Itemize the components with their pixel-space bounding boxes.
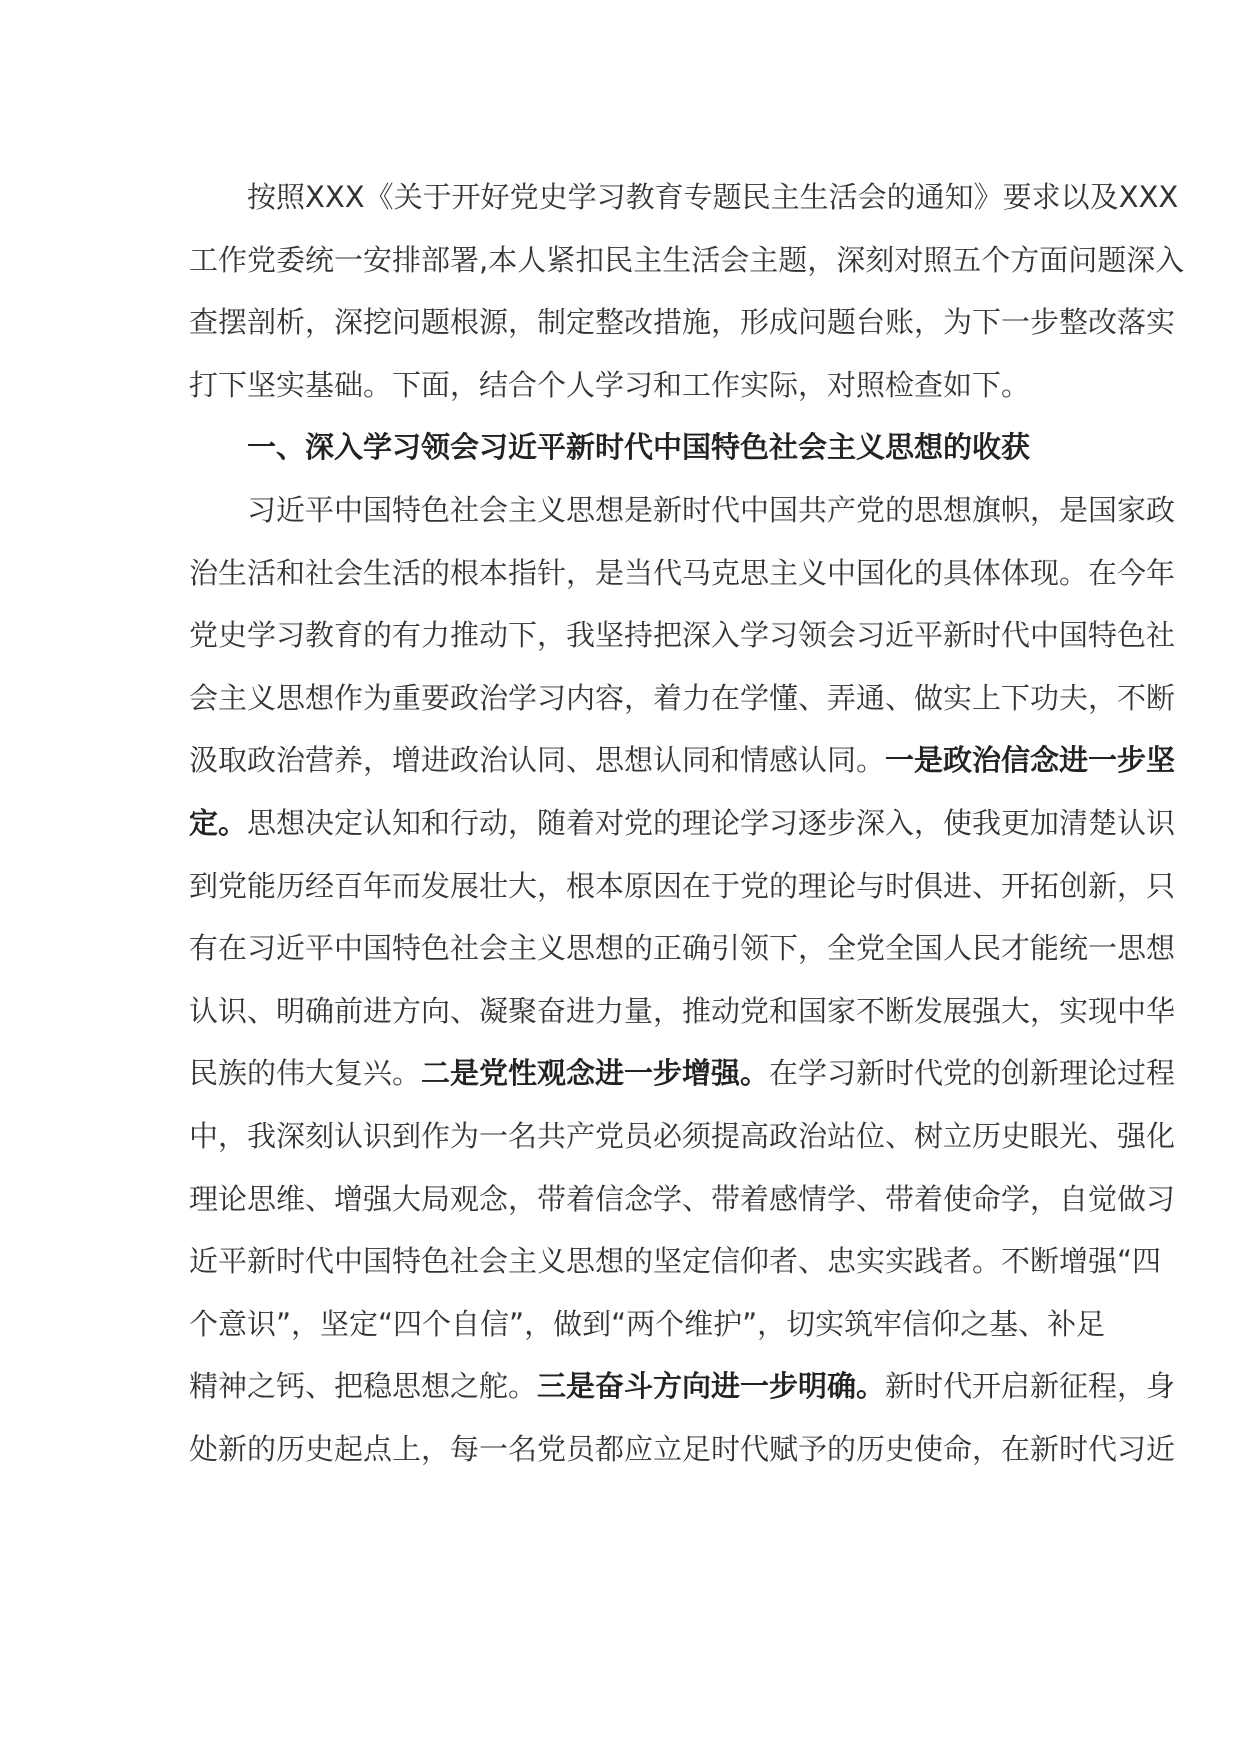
text-segment: 近平新时代中国特色社会主义思想的坚定信仰者、忠实实践者。不断增强“四 bbox=[189, 1244, 1162, 1279]
text-segment: 理论思维、增强大局观念，带着信念学、带着感情学、带着使命学，自觉做习 bbox=[189, 1181, 1176, 1216]
text-line bbox=[189, 1293, 1106, 1356]
text-line bbox=[189, 166, 1179, 229]
text-line bbox=[189, 479, 1176, 542]
text-segment: 思想决定认知和行动，随着对党的理论学习逐步深入，使我更加清楚认识 bbox=[247, 805, 1176, 840]
text-segment: 新时代开启新征程，身 bbox=[885, 1369, 1176, 1404]
text-segment: 查摆剖析，深挖问题根源，制定整改措施，形成问题台账，为下一步整改落实 bbox=[189, 305, 1176, 340]
text-segment: 按照XXX《关于开好党史学习教育专题民主生活会的通知》要求以及XXX bbox=[247, 180, 1179, 214]
text-line bbox=[189, 1230, 1162, 1293]
text-line bbox=[189, 1042, 1176, 1105]
section-heading bbox=[189, 416, 1051, 479]
text-segment: 习近平中国特色社会主义思想是新时代中国共产党的思想旗帜，是国家政 bbox=[247, 492, 1176, 527]
text-line bbox=[189, 291, 1176, 354]
text-line bbox=[189, 1105, 1176, 1168]
text-segment: 打下坚实基础。下面，结合个人学习和工作实际，对照检查如下。 bbox=[189, 367, 1031, 402]
text-segment: 到党能历经百年而发展壮大，根本原因在于党的理论与时俱进、开拓创新，只 bbox=[189, 868, 1176, 903]
text-line bbox=[189, 855, 1176, 918]
text-line bbox=[189, 604, 1176, 667]
bold-text: 三是奋斗方向进一步明确。 bbox=[537, 1369, 886, 1404]
text-segment: 党史学习教育的有力推动下，我坚持把深入学习领会习近平新时代中国特色社 bbox=[189, 618, 1176, 653]
bold-text: 一是政治信念进一步坚 bbox=[885, 743, 1176, 778]
text-line bbox=[189, 1168, 1176, 1231]
text-segment: 治生活和社会生活的根本指针，是当代马克思主义中国化的具体体现。在今年 bbox=[189, 555, 1176, 590]
bold-text: 定。 bbox=[189, 805, 248, 840]
bold-text: 一、深入学习领会习近平新时代中国特色社会主义思想的收获 bbox=[247, 430, 1031, 465]
text-segment: 中，我深刻认识到作为一名共产党员必须提高政治站位、树立历史眼光、强化 bbox=[189, 1118, 1176, 1153]
text-segment: 个意识”，坚定“四个自信”，做到“两个维护”，切实筑牢信仰之基、补足 bbox=[189, 1306, 1106, 1341]
text-line bbox=[189, 667, 1176, 730]
text-line bbox=[189, 1355, 1176, 1418]
text-line bbox=[189, 729, 1176, 792]
text-segment: 处新的历史起点上，每一名党员都应立足时代赋予的历史使命，在新时代习近 bbox=[189, 1431, 1176, 1466]
text-line bbox=[189, 229, 1185, 292]
text-segment: 精神之钙、把稳思想之舵。 bbox=[189, 1369, 538, 1404]
text-line bbox=[189, 1418, 1176, 1481]
text-line bbox=[189, 980, 1176, 1043]
text-segment: 认识、明确前进方向、凝聚奋进力量，推动党和国家不断发展强大，实现中华 bbox=[189, 993, 1176, 1028]
text-line bbox=[189, 917, 1176, 980]
text-segment: 会主义思想作为重要政治学习内容，着力在学懂、弄通、做实上下功夫，不断 bbox=[189, 680, 1176, 715]
text-segment: 工作党委统一安排部署,本人紧扣民主生活会主题，深刻对照五个方面问题深入 bbox=[189, 242, 1185, 277]
text-segment: 在学习新时代党的创新理论过程 bbox=[769, 1056, 1176, 1091]
text-segment: 民族的伟大复兴。 bbox=[189, 1056, 422, 1091]
text-segment: 汲取政治营养，增进政治认同、思想认同和情感认同。 bbox=[189, 743, 886, 778]
text-line bbox=[189, 542, 1176, 605]
document-body bbox=[189, 166, 1185, 1480]
text-segment: 有在习近平中国特色社会主义思想的正确引领下，全党全国人民才能统一思想 bbox=[189, 931, 1176, 966]
text-line bbox=[189, 354, 1051, 417]
bold-text: 二是党性观念进一步增强。 bbox=[421, 1056, 770, 1091]
text-line bbox=[189, 792, 1176, 855]
